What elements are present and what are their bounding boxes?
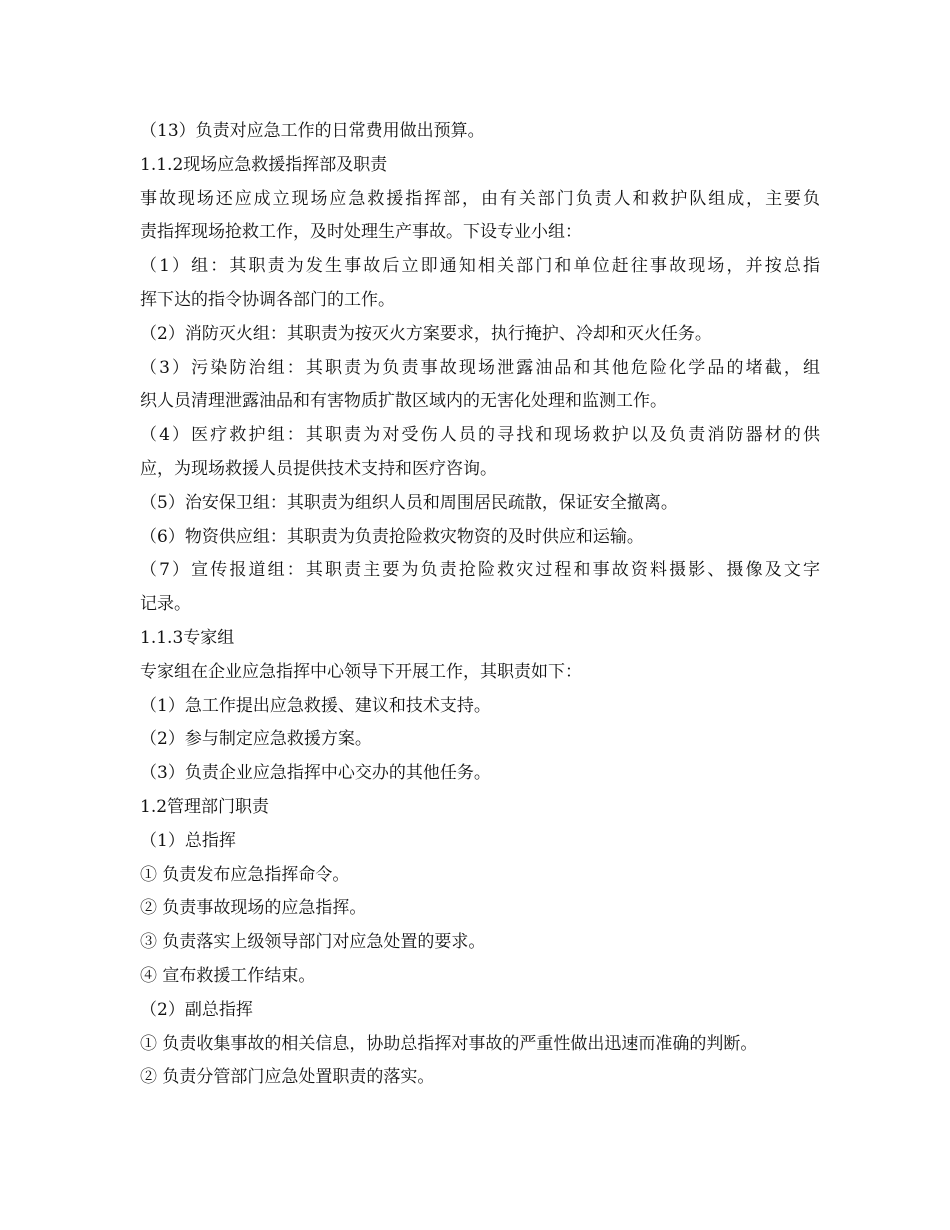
document-page	[140, 115, 820, 1095]
section-heading: 1.2管理部门职责	[140, 796, 270, 817]
paragraph-line: 责指挥现场抢救工作，及时处理生产事故。下设专业小组：	[140, 222, 582, 243]
section-heading: 1.1.2现场应急救援指挥部及职责	[140, 154, 388, 175]
list-item-line: ② 负责事故现场的应急指挥。	[140, 898, 367, 919]
list-item-line: ④ 宣布救援工作结束。	[140, 965, 316, 986]
list-item-line: （1）组：其职责为发生事故后立即通知相关部门和单位赶往事故现场，并按总指	[140, 256, 820, 277]
list-item-line: （1）急工作提出应急救援、建议和技术支持。	[140, 695, 491, 716]
list-item-line: ① 负责收集事故的相关信息，协助总指挥对事故的严重性做出迅速而准确的判断。	[140, 1033, 758, 1054]
list-item-line: 记录。	[140, 594, 191, 615]
list-item-line: （7）宣传报道组：其职责主要为负责抢险救灾过程和事故资料摄影、摄像及文字	[140, 560, 820, 581]
list-item-line: ③ 负责落实上级领导部门对应急处置的要求。	[140, 932, 486, 953]
list-item-line: （2）消防灭火组：其职责为按灭火方案要求，执行掩护、冷却和灭火任务。	[140, 323, 712, 344]
paragraph-line: 专家组在企业应急指挥中心领导下开展工作，其职责如下：	[140, 661, 582, 682]
list-item-line: （5）治安保卫组：其职责为组织人员和周围居民疏散，保证安全撤离。	[140, 492, 678, 513]
list-item-line: （3）污染防治组：其职责为负责事故现场泄露油品和其他危险化学品的堵截，组	[140, 357, 820, 378]
subsection-heading: （1）总指挥	[140, 830, 236, 851]
list-item-line: （6）物资供应组：其职责为负责抢险救灾物资的及时供应和运输。	[140, 526, 644, 547]
subsection-heading: （2）副总指挥	[140, 999, 253, 1020]
list-item-line: （2）参与制定应急救援方案。	[140, 729, 372, 750]
list-item-line: 织人员清理泄露油品和有害物质扩散区域内的无害化处理和监测工作。	[140, 391, 667, 412]
paragraph-line: （13）负责对应急工作的日常费用做出预算。	[140, 121, 485, 141]
section-heading: 1.1.3专家组	[140, 627, 235, 648]
list-item-line: ② 负责分管部门应急处置职责的落实。	[140, 1067, 435, 1088]
paragraph-line: 事故现场还应成立现场应急救援指挥部，由有关部门负责人和救护队组成，主要负	[140, 188, 820, 209]
list-item-line: （3）负责企业应急指挥中心交办的其他任务。	[140, 763, 491, 784]
list-item-line: （4）医疗救护组：其职责为对受伤人员的寻找和现场救护以及负责消防器材的供	[140, 425, 820, 446]
list-item-line: 挥下达的指令协调各部门的工作。	[140, 289, 395, 310]
list-item-line: 应，为现场救援人员提供技术支持和医疗咨询。	[140, 458, 497, 479]
list-item-line: ① 负责发布应急指挥命令。	[140, 864, 350, 885]
